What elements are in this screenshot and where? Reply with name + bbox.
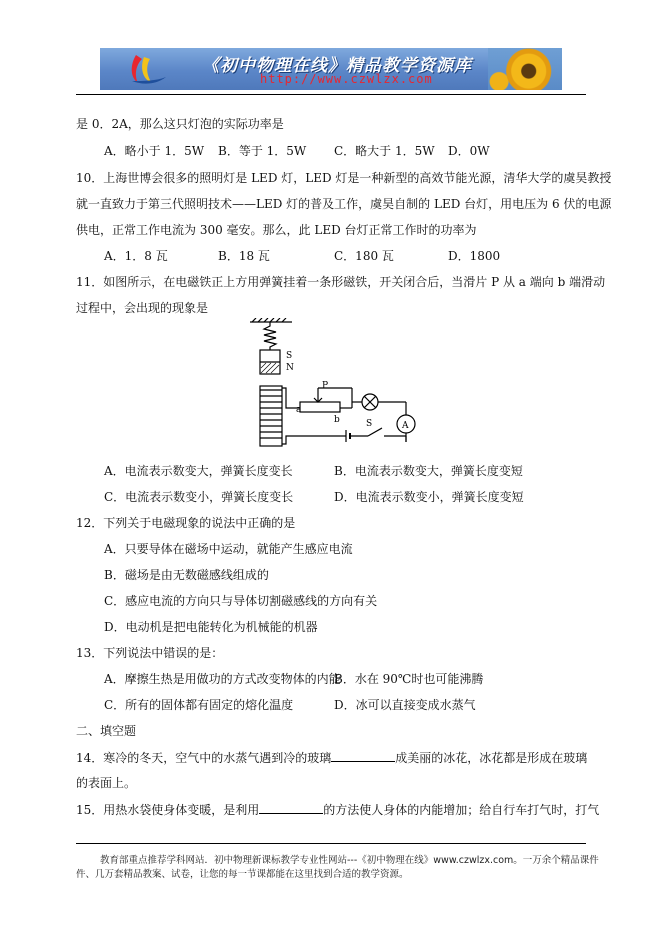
q10-option-a: A．1．8 瓦 — [104, 249, 168, 263]
q13-option-c: C．所有的固体都有固定的熔化温度 — [104, 698, 294, 712]
rheostat-a-label: a — [296, 405, 302, 415]
q11-option-a: A．电流表示数变大，弹簧长度变长 — [104, 464, 293, 478]
q14-blank[interactable] — [331, 750, 395, 762]
q10-line-2: 就一直致力于第三代照明技术——LED 灯的普及工作，虞昊自制的 LED 台灯，用电压为 6 伏的电源 — [76, 197, 612, 211]
q9-option-d: D．0W — [448, 144, 490, 158]
q10-line-3: 供电，正常工作电流为 300 毫安。那么，此 LED 台灯正常工作时的功率为 — [76, 223, 477, 237]
q11-option-d: D．电流表示数变小，弹簧长度变短 — [334, 490, 524, 504]
q14-line-2: 的表面上。 — [76, 776, 137, 790]
banner-url[interactable]: http://www.czwlzx.com — [260, 72, 433, 86]
q10-option-c: C．180 瓦 — [334, 249, 394, 263]
q14-line-1 — [76, 750, 587, 765]
q9-tail: 是 0．2A，那么这只灯泡的实际功率是 — [76, 117, 284, 131]
magnet-n-label: N — [286, 363, 294, 373]
footer-divider — [76, 843, 586, 844]
ammeter-label: A — [402, 421, 409, 431]
q13-stem: 13．下列说法中错误的是： — [76, 646, 224, 660]
q12-option-b: B．磁场是由无数磁感线组成的 — [104, 568, 269, 582]
q15-text-before: 15．用热水袋使身体变暖，是利用 — [76, 803, 260, 817]
banner-title: 《初中物理在线》精品教学资源库 — [202, 56, 472, 76]
switch-s-label: S — [366, 419, 373, 429]
rheostat-b-label: b — [334, 415, 340, 425]
site-logo-icon — [126, 51, 170, 87]
q14-text-after: 成美丽的冰花，冰花都是形成在玻璃 — [395, 751, 588, 765]
q15-blank[interactable] — [259, 802, 323, 814]
q10-option-d: D．1800 — [448, 249, 501, 263]
q12-option-c: C．感应电流的方向只与导体切割磁感线的方向有关 — [104, 594, 378, 608]
footer-line-1: 教育部重点推荐学科网站．初中物理新课标教学专业性网站---《初中物理在线》www.czwlzx.com。一万余个精品课件 — [100, 855, 599, 866]
q13-option-a: A．摩擦生热是用做功的方式改变物体的内能 — [104, 672, 341, 686]
section-heading: 二、填空题 — [76, 724, 137, 738]
q11-option-c: C．电流表示数变小，弹簧长度变长 — [104, 490, 294, 504]
slider-p-label: P — [322, 381, 329, 391]
footer-line-2: 件、几万套精品教案、试卷，让您的每一节课都能在这里找到合适的教学资源。 — [76, 869, 409, 880]
q9-option-b: B．等于 1．5W — [218, 144, 307, 158]
q15-line-1 — [76, 802, 599, 817]
q13-option-b: B．水在 90℃时也可能沸腾 — [334, 672, 484, 686]
q10-option-b: B．18 瓦 — [218, 249, 270, 263]
q15-text-after: 的方法使人身体的内能增加；给自行车打气时，打气 — [323, 803, 600, 817]
q10-line-1: 10．上海世博会很多的照明灯是 LED 灯，LED 灯是一种新型的高效节能光源，清华大学的虞昊教授 — [76, 171, 612, 185]
q12-stem: 12．下列关于电磁现象的说法中正确的是 — [76, 516, 296, 530]
q11-line-1: 11．如图所示，在电磁铁正上方用弹簧挂着一条形磁铁，开关闭合后，当滑片 P 从 a 端向 b 端滑动 — [76, 275, 606, 289]
q11-option-b: B．电流表示数变大，弹簧长度变短 — [334, 464, 523, 478]
header-banner — [100, 48, 562, 90]
q13-option-d: D．冰可以直接变成水蒸气 — [334, 698, 476, 712]
q9-option-c: C．略大于 1．5W — [334, 144, 435, 158]
q11-line-2: 过程中，会出现的现象是 — [76, 301, 209, 315]
magnet-s-label: S — [286, 351, 293, 361]
q9-option-a: A．略小于 1．5W — [104, 144, 205, 158]
electromagnet-circuit-diagram — [240, 318, 430, 452]
sunflower-image — [488, 48, 562, 90]
q12-option-a: A．只要导体在磁场中运动，就能产生感应电流 — [104, 542, 353, 556]
q12-option-d: D．电动机是把电能转化为机械能的机器 — [104, 620, 318, 634]
q14-text-before: 14．寒冷的冬天，空气中的水蒸气遇到冷的玻璃 — [76, 751, 332, 765]
header-divider — [76, 94, 586, 95]
